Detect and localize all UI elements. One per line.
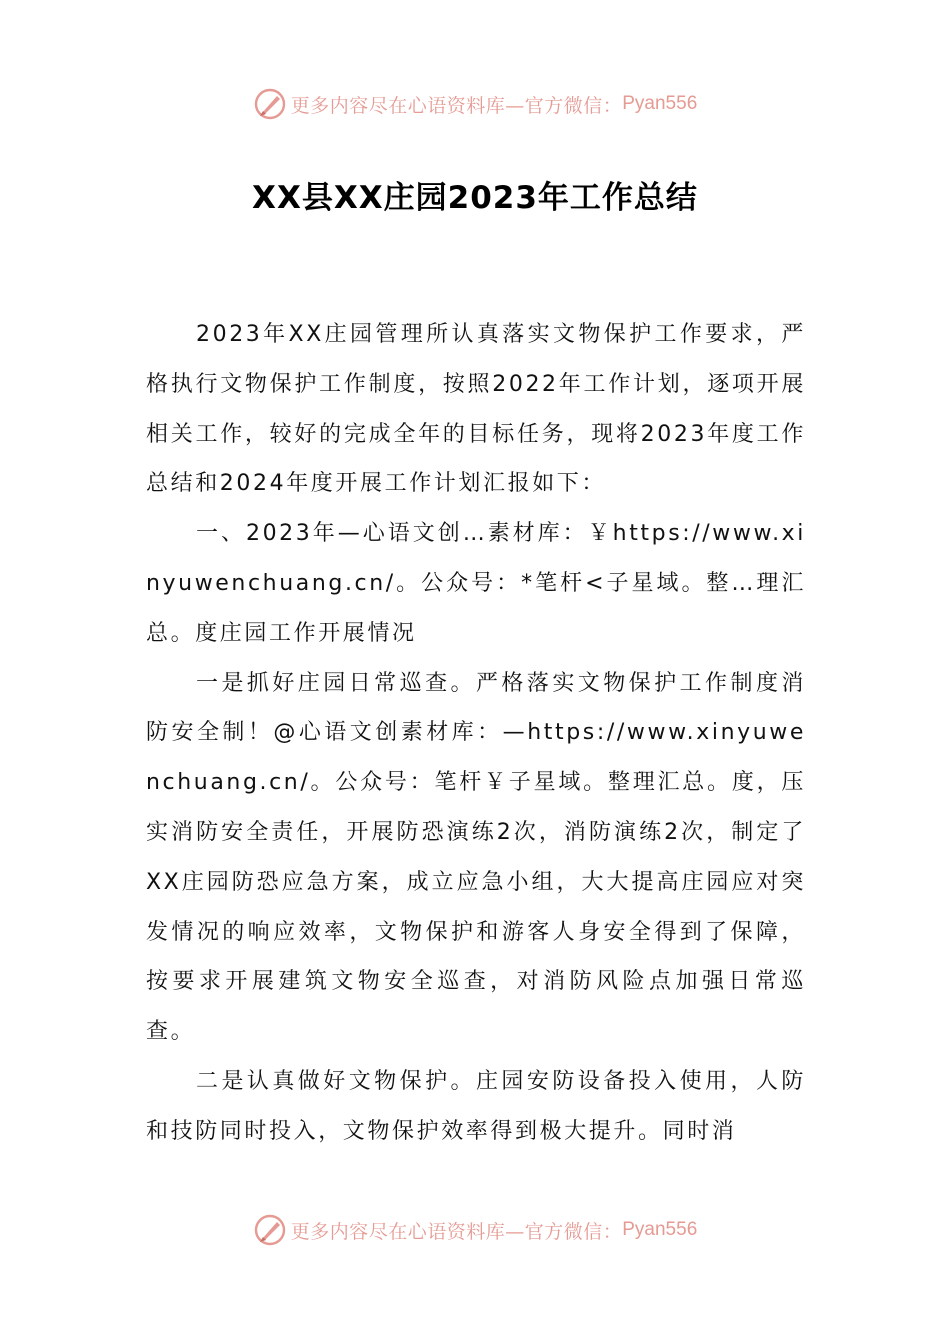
watermark-account: Pyan556	[622, 93, 698, 114]
document-body	[146, 310, 806, 1157]
paragraph-section-heading: 一、2023年—心语文创…素材库：￥https://www.xinyuwenchuang.cn/。公众号：*笔杆<子星域。整…理汇总。度庄园工作开展情况	[146, 521, 806, 646]
document-title: XX县XX庄园2023年工作总结	[252, 180, 698, 216]
watermark-account: Pyan556	[622, 1219, 698, 1240]
watermark-text: 更多内容尽在心语资料库—官方微信：	[290, 1220, 623, 1243]
paragraph-patrol: 一是抓好庄园日常巡查。严格落实文物保护工作制度消防安全制！@心语文创素材库：—https://www.xinyuwenchuang.cn/。公众号：笔杆￥子星域。整理汇总。度，压实消防安全责任，开展防恐演练2次，消防演练2次，制定了XX庄园防恐应急方案，成立应急小组，大大提高庄园应对突发情况的响应效率，文物保护和游客人身安全得到了保障，按要求开展建筑文物安全巡查，对消防风险点加强日常巡查。	[146, 670, 806, 1045]
quill-pen-icon	[253, 87, 287, 121]
watermark-banner-top	[0, 84, 950, 124]
watermark-banner-bottom	[0, 1210, 950, 1250]
paragraph-intro: 2023年XX庄园管理所认真落实文物保护工作要求，严格执行文物保护工作制度，按照2022年工作计划，逐项开展相关工作，较好的完成全年的目标任务，现将2023年度工作总结和2024年度开展工作计划汇报如下：	[146, 322, 806, 497]
quill-pen-icon	[253, 1213, 287, 1247]
watermark-text: 更多内容尽在心语资料库—官方微信：	[290, 94, 623, 117]
paragraph-protection: 二是认真做好文物保护。庄园安防设备投入使用，人防和技防同时投入，文物保护效率得到极大提升。同时消	[146, 1068, 806, 1144]
